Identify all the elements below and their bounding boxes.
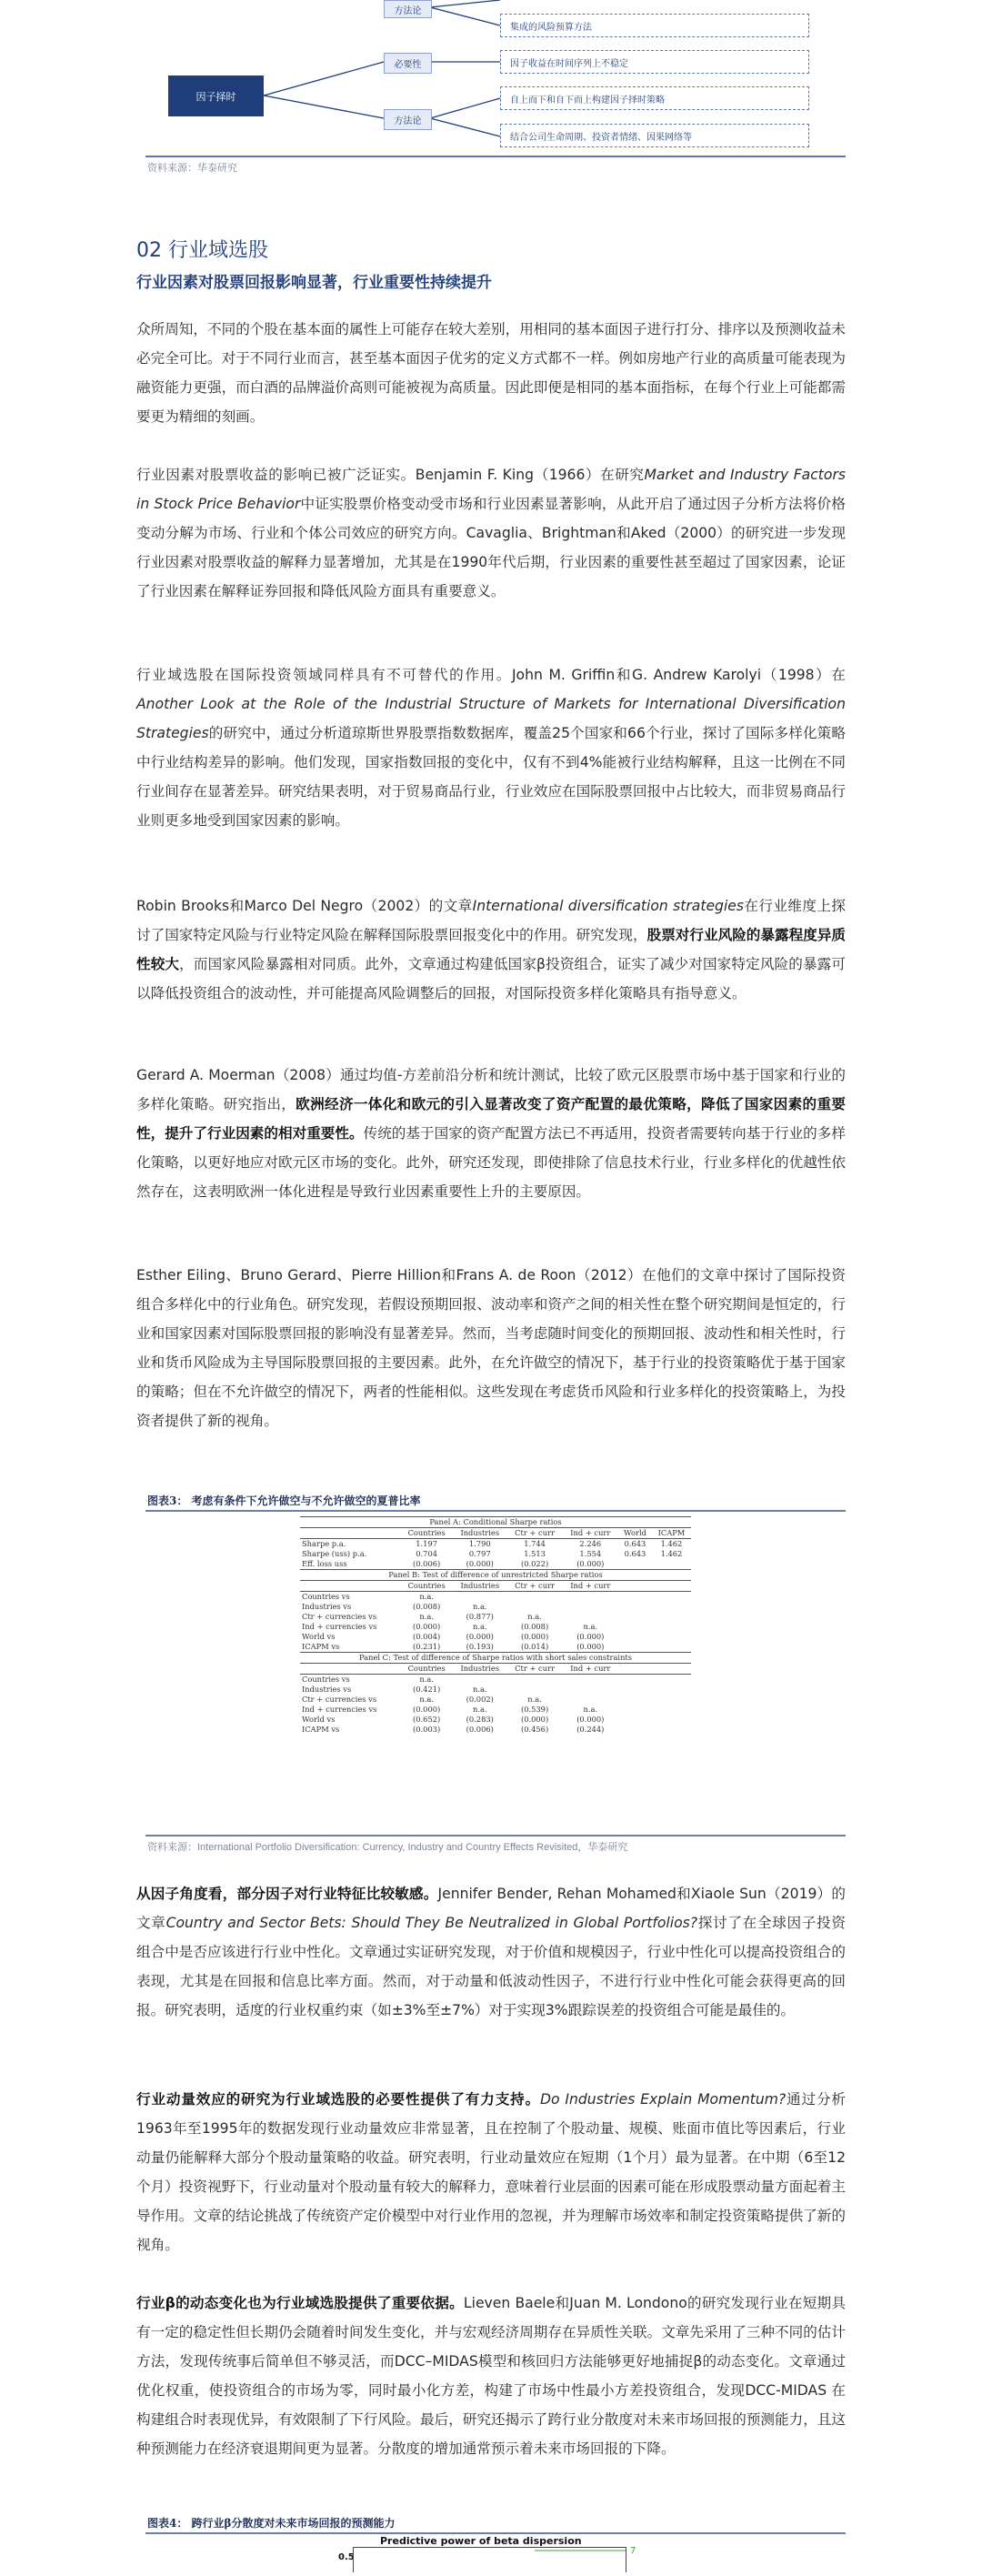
p5-text-c: 传统的基于国家的资产配置方法已不再适用，投资者需要转向基于行业的多样化策略，以更好地应对欧元区市场的变化。此外，研究还发现，即使排除了信息技术行业，行业多样化的优越性依然存在，这表明欧洲一体化进程是导致行业因素重要性上升的主要原因。 xyxy=(136,1125,846,1200)
figure3-cell: 0.797 xyxy=(468,1549,491,1558)
figure3-cell: n.a. xyxy=(472,1602,487,1611)
figure3-cell: 0.643 xyxy=(624,1539,646,1548)
figure3-panel-title xyxy=(300,1570,691,1581)
figure3-cell xyxy=(618,1664,652,1675)
figure3-row-label: Sharpe (uss) p.a. xyxy=(302,1549,367,1558)
figure3-cell: Ctr + curr xyxy=(507,1664,563,1675)
figure3-row xyxy=(300,1602,691,1612)
p5-text-a: Gerard A. Moerman（2008）通过均值-方差前沿分析和统计测试，比较了欧元区股票市场中基于国家和行业的多样化策略。研究指出， xyxy=(136,1067,846,1112)
figure4-chart-frame xyxy=(353,2547,635,2572)
figure3-cell xyxy=(652,1602,691,1612)
figure3-cell: 0.704 xyxy=(416,1549,438,1558)
figure3-row-label: Industries vs xyxy=(302,1602,352,1611)
figure3-cell: n.a. xyxy=(583,1705,598,1714)
p8-title-italic: Do Industries Explain Momentum? xyxy=(540,2091,787,2108)
paragraph-9 xyxy=(136,2289,846,2463)
figure3-row xyxy=(300,1612,691,1622)
figure3-cell xyxy=(652,1695,691,1705)
figure3-cell xyxy=(507,1675,563,1685)
paragraph-5 xyxy=(136,1061,846,1206)
figure3-top-rule xyxy=(145,1510,846,1512)
figure3-cell: (0.877) xyxy=(466,1612,494,1621)
figure3-row-label xyxy=(300,1581,400,1592)
figure3-row xyxy=(300,1632,691,1642)
figure3-row-label: Industries vs xyxy=(302,1685,352,1694)
figure3-cell xyxy=(507,1592,563,1603)
figure4-y-tick: 0.5 xyxy=(338,2552,355,2562)
figure3-cell xyxy=(652,1592,691,1603)
figure3-row-label: ICAPM vs xyxy=(302,1642,340,1651)
figure3-panel-title xyxy=(300,1653,691,1664)
figure3-cell: (0.022) xyxy=(520,1559,549,1568)
figure3-cell: (0.000) xyxy=(576,1642,605,1651)
figure3-panel-title-cell: Panel B: Test of difference of unrestricted Sharpe ratios xyxy=(300,1570,691,1581)
figure3-cell: 1.513 xyxy=(524,1549,546,1558)
diagram-root-box: 因子择时 xyxy=(168,75,264,116)
figure3-cell xyxy=(652,1581,691,1592)
figure3-cell: (0.000) xyxy=(576,1559,605,1568)
diagram-method-item-2: 结合公司生命周期、投资者情绪、因果网络等 xyxy=(500,124,809,147)
figure3-cell: (0.421) xyxy=(413,1685,441,1694)
paragraph-7 xyxy=(136,1879,846,2025)
p8-text-c: 通过分析1963年至1995年的数据发现行业动量效应非常显著，且在控制了个股动量、规模、账面市值比等因素后，行业动量仍能解释大部分个股动量策略的收益。研究表明，行业动量效应在短期（1个月）最为显著。在中期（6至12个月）投资视野下，行业动量对个股动量有较大的解释力，意味着行业层面的因素可能在形成股票动量方面起着主导作用。文章的结论挑战了传统资产定价模型中对行业作用的忽视，并为理解市场效率和制定投资策略提供了新的视角。 xyxy=(136,2091,846,2253)
figure3-cell: Industries xyxy=(453,1581,507,1592)
p7-bold: 从因子角度看，部分因子对行业特征比较敏感。 xyxy=(136,1886,438,1902)
figure3-cell: 1.462 xyxy=(660,1539,683,1548)
figure3-row-label: Sharpe p.a. xyxy=(302,1539,346,1548)
figure3-header-row xyxy=(300,1664,691,1675)
p7-text-b: Jennifer Bender, Rehan Mohamed和Xiaole Sun（2019）的文章 xyxy=(136,1886,846,1931)
figure3-cell: n.a. xyxy=(527,1695,542,1704)
p2-text-a: 行业因素对股票收益的影响已被广泛证实。Benjamin F. King（1966）在研究 xyxy=(136,467,645,483)
figure3-cell: (0.652) xyxy=(413,1715,441,1724)
figure3-cell xyxy=(563,1602,618,1612)
figure3-row xyxy=(300,1592,691,1603)
figure3-cell xyxy=(618,1592,652,1603)
figure3-header-row xyxy=(300,1581,691,1592)
figure4-title: 图表4： 跨行业β分散度对未来市场回报的预测能力 xyxy=(147,2517,396,2530)
figure3-row-label: Countries vs xyxy=(302,1592,350,1601)
p8-bold: 行业动量效应的研究为行业域选股的必要性提供了有力支持。 xyxy=(136,2091,541,2108)
figure3-cell: Countries xyxy=(400,1581,453,1592)
figure3-cell xyxy=(618,1642,652,1653)
figure3-cell xyxy=(618,1559,652,1570)
p4-text-c: 在行业维度上探讨了国家特定风险与行业特定风险在解释国际股票回报变化中的作用。研究发现， xyxy=(136,898,846,943)
diagram-necessity-item: 因子收益在时间序列上不稳定 xyxy=(500,50,809,74)
figure3-cell xyxy=(618,1715,652,1725)
paragraph-3 xyxy=(136,660,846,835)
p4-title-italic: International diversification strategies xyxy=(472,898,744,914)
figure3-cell: Ind + curr xyxy=(563,1664,618,1675)
figure3-cell: (0.000) xyxy=(520,1715,549,1724)
figure3-row xyxy=(300,1695,691,1705)
figure3-title: 图表3： 考虑有条件下允许做空与不允许做空的夏普比率 xyxy=(147,1494,421,1507)
figure3-cell xyxy=(563,1675,618,1685)
paragraph-6: Esther Eiling、Bruno Gerard、Pierre Hillion和Frans A. de Roon（2012）在他们的文章中探讨了国际投资组合多样化中的行业角色。研究发现，若假设预期回报、波动率和资产之间的相关性在整个研究期间是恒定的，行业和国家因素对国际股票回报的影响没有显著差异。然而，当考虑随时间变化的预期回报、波动性和相关性时，行业和货币风险成为主导国际股票回报的主要因素。此外，在允许做空的情况下，基于行业的投资策略优于基于国家的策略；但在不允许做空的情况下，两者的性能相似。这些发现在考虑货币风险和行业多样化的投资策略上，为投资者提供了新的视角。 xyxy=(136,1267,846,1429)
figure3-cell: (0.000) xyxy=(466,1559,494,1568)
figure3-cell xyxy=(507,1685,563,1695)
p7-title-italic: Country and Sector Bets: Should They Be Neutralized in Global Portfolios? xyxy=(165,1915,698,1931)
figure3-cell xyxy=(618,1581,652,1592)
p9-bold: 行业β的动态变化也为行业域选股提供了重要依据。 xyxy=(136,2295,464,2311)
p5-bold: 欧洲经济一体化和欧元的引入显著改变了资产配置的最优策略，降低了国家因素的重要性，提升了行业因素的相对重要性。 xyxy=(136,1096,846,1142)
figure3-cell xyxy=(618,1622,652,1632)
figure3-panel-title xyxy=(300,1517,691,1528)
figure3-cell xyxy=(563,1695,618,1705)
figure3-cell: 1.197 xyxy=(416,1539,438,1548)
p4-bold: 股票对行业风险的暴露程度异质性较大 xyxy=(136,927,846,972)
figure3-row xyxy=(300,1549,691,1559)
figure3-cell: (0.006) xyxy=(466,1725,494,1734)
figure3-cell xyxy=(563,1612,618,1622)
figure3-cell xyxy=(618,1685,652,1695)
paragraph-4 xyxy=(136,891,846,1008)
figure3-cell xyxy=(652,1664,691,1675)
figure3-cell xyxy=(652,1612,691,1622)
figure3-cell: Ind + curr xyxy=(563,1581,618,1592)
figure3-cell xyxy=(652,1675,691,1685)
figure3-panel-title-cell: Panel A: Conditional Sharpe ratios xyxy=(300,1517,691,1528)
figure3-cell: (0.283) xyxy=(466,1715,494,1724)
figure4-right-tick: 7 xyxy=(630,2546,636,2556)
figure3-cell: (0.000) xyxy=(576,1715,605,1724)
figure3-row-label xyxy=(300,1528,400,1539)
figure3-row-label: Ind + currencies vs xyxy=(302,1622,377,1631)
figure3-cell: 1.554 xyxy=(579,1549,602,1558)
figure3-row xyxy=(300,1642,691,1653)
figure3-cell xyxy=(618,1705,652,1715)
figure3-cell: (0.244) xyxy=(576,1725,605,1734)
figure3-row xyxy=(300,1725,691,1735)
section-subtitle: 行业因素对股票回报影响显著，行业重要性持续提升 xyxy=(136,274,492,292)
figure3-row-label: ICAPM vs xyxy=(302,1725,340,1734)
p3-text-c: 的研究中，通过分析道琼斯世界股票指数数据库，覆盖25个国家和66个行业，探讨了国际多样化策略中行业结构差异的影响。他们发现，国家指数回报的变化中，仅有不到4%能被行业结构解释，且这一比例在不同行业间存在显著差异。研究结果表明，对于贸易商品行业，行业效应在国际股票回报中占比较大，而非贸易商品行业则更多地受到国家因素的影响。 xyxy=(136,725,846,829)
figure4-axes-box xyxy=(354,2548,626,2573)
figure3-row-label: Eff. loss uss xyxy=(302,1559,347,1568)
figure3-row-label xyxy=(300,1664,400,1675)
figure3-cell: Ctr + curr xyxy=(507,1581,563,1592)
figure3-bottom-rule xyxy=(145,1835,846,1836)
figure3-cell: 1.462 xyxy=(660,1549,683,1558)
figure3-cell xyxy=(563,1592,618,1603)
p3-text-a: 行业域选股在国际投资领域同样具有不可替代的作用。John M. Griffin和G. Andrew Karolyi（1998）在 xyxy=(136,667,846,683)
figure3-cell: (0.003) xyxy=(413,1725,441,1734)
figure3-row xyxy=(300,1675,691,1685)
figure3-cell: n.a. xyxy=(527,1612,542,1621)
figure3-cell xyxy=(618,1632,652,1642)
figure3-cell: Countries xyxy=(400,1664,453,1675)
figure3-cell xyxy=(652,1685,691,1695)
figure3-cell: (0.456) xyxy=(520,1725,549,1734)
figure3-source-text: International Portfolio Diversification: Currency, Industry and Country Effects Revisited， xyxy=(197,1842,588,1853)
diagram-source: 资料来源：华泰研究 xyxy=(147,162,237,174)
figure3-row xyxy=(300,1685,691,1695)
figure3-cell: Ind + curr xyxy=(563,1528,618,1539)
figure3-cell: 1.744 xyxy=(524,1539,546,1548)
figure3-cell: n.a. xyxy=(472,1685,487,1694)
figure3-cell: (0.006) xyxy=(413,1559,441,1568)
figure3-source xyxy=(147,1839,627,1854)
figure3-cell: 1.790 xyxy=(468,1539,491,1548)
figure3-cell: (0.000) xyxy=(576,1632,605,1641)
figure3-row xyxy=(300,1559,691,1570)
diagram-method-item-1: 自上而下和自下而上构建因子择时策略 xyxy=(500,86,809,110)
figure3-cell xyxy=(453,1675,507,1685)
figure3-cell xyxy=(453,1592,507,1603)
figure3-row-label: Ind + currencies vs xyxy=(302,1705,377,1714)
figure3-cell xyxy=(652,1725,691,1735)
diagram-top-method-box: 方法论 xyxy=(384,0,432,18)
figure3-cell xyxy=(652,1622,691,1632)
paragraph-8 xyxy=(136,2085,846,2259)
figure3-cell xyxy=(652,1705,691,1715)
figure3-cell: (0.000) xyxy=(413,1705,441,1714)
figure3-cell xyxy=(652,1559,691,1570)
paragraph-1: 众所周知，不同的个股在基本面的属性上可能存在较大差别，用相同的基本面因子进行打分、排序以及预测收益未必完全可比。对于不同行业而言，甚至基本面因子优劣的定义方式都不一样。例如房地产行业的高质量可能表现为融资能力更强，而白酒的品牌溢价高则可能被视为高质量。因此即便是相同的基本面指标，在每个行业上可能都需要更为精细的刻画。 xyxy=(136,321,846,425)
diagram-top-item: 集成的风险预算方法 xyxy=(500,14,809,37)
figure3-cell: Industries xyxy=(453,1664,507,1675)
figure3-cell xyxy=(618,1695,652,1705)
figure3-cell xyxy=(507,1602,563,1612)
figure3-table xyxy=(300,1516,691,1735)
figure3-cell: n.a. xyxy=(419,1695,434,1704)
figure3-panel-title-cell: Panel C: Test of difference of Sharpe ratios with short sales constraints xyxy=(300,1653,691,1664)
figure3-cell: n.a. xyxy=(419,1592,434,1601)
figure3-cell: n.a. xyxy=(472,1622,487,1631)
figure3-source-suffix: 华泰研究 xyxy=(587,1841,628,1853)
figure3-cell: Ctr + curr xyxy=(507,1528,563,1539)
figure3-cell: (0.000) xyxy=(520,1632,549,1641)
figure3-cell: (0.002) xyxy=(466,1695,494,1704)
figure3-cell: Industries xyxy=(453,1528,507,1539)
figure3-cell xyxy=(563,1685,618,1695)
p7-text-d: 探讨了在全球因子投资组合中是否应该进行行业中性化。文章通过实证研究发现，对于价值和规模因子，行业中性化可以提高投资组合的表现，尤其是在回报和信息比率方面。然而，对于动量和低波动性因子，不进行行业中性化可能会获得更高的回报。研究表明，适度的行业权重约束（如±3%至±7%）对于实现3%跟踪误差的投资组合可能是最佳的。 xyxy=(136,1915,846,2018)
figure3-cell: (0.000) xyxy=(413,1622,441,1631)
figure3-row-label: World vs xyxy=(302,1632,336,1641)
p2-text-c: 中证实股票价格变动受市场和行业因素显著影响，从此开启了通过因子分析方法将价格变动分解为市场、行业和个体公司效应的研究方向。Cavaglia、Brightman和Aked（2000）的研究进一步发现行业因素对股票收益的解释力显著增加，尤其是在1990年代后期，行业因素的重要性甚至超过了国家因素，论证了行业因素在解释证券回报和降低风险方面具有重要意义。 xyxy=(136,496,846,599)
figure3-cell xyxy=(652,1632,691,1642)
figure3-row xyxy=(300,1622,691,1632)
figure3-row-label: Ctr + currencies vs xyxy=(302,1612,377,1621)
figure3-row xyxy=(300,1715,691,1725)
figure3-source-prefix: 资料来源： xyxy=(147,1841,197,1853)
figure3-cell: World xyxy=(618,1528,652,1539)
figure3-cell: (0.231) xyxy=(413,1642,441,1651)
factor-timing-diagram xyxy=(173,0,809,159)
figure3-cell: (0.008) xyxy=(520,1622,549,1631)
paragraph-2 xyxy=(136,460,846,606)
p3-title-italic: Another Look at the Role of the Industrial Structure of Markets for International Diversification Strategies xyxy=(136,696,846,741)
figure3-cell xyxy=(652,1715,691,1725)
figure3-cell xyxy=(618,1725,652,1735)
figure3-cell: (0.000) xyxy=(466,1632,494,1641)
p4-text-a: Robin Brooks和Marco Del Negro（2002）的文章 xyxy=(136,898,473,914)
figure4-chart-title: Predictive power of beta dispersion xyxy=(380,2535,582,2547)
figure3-row-label: Ctr + currencies vs xyxy=(302,1695,377,1704)
figure3-cell: ICAPM xyxy=(652,1528,691,1539)
diagram-necessity-box: 必要性 xyxy=(384,53,432,74)
figure3-cell: (0.014) xyxy=(520,1642,549,1651)
figure3-row xyxy=(300,1705,691,1715)
figure3-cell xyxy=(652,1642,691,1653)
section-title: 02 行业域选股 xyxy=(136,239,268,262)
figure3-cell: (0.008) xyxy=(413,1602,441,1611)
figure3-cell: Countries xyxy=(400,1528,453,1539)
figure3-cell: (0.004) xyxy=(413,1632,441,1641)
figure3-cell: n.a. xyxy=(472,1705,487,1714)
figure3-cell: n.a. xyxy=(583,1622,598,1631)
figure3-row xyxy=(300,1539,691,1550)
p9-text-b: Lieven Baele和Juan M. Londono的研究发现行业在短期具有一定的稳定性但长期仍会随着时间发生变化，并与宏观经济周期存在异质性关联。文章先采用了三种不同的估计方法，发现传统事后简单但不够灵活，而DCC–MIDAS模型和核回归方法能够更好地捕捉β的动态变化。文章通过优化权重，使投资组合的市场为零，同时最小化方差，构建了市场中性最小方差投资组合，发现DCC-MIDAS 在构建组合时表现优异，有效限制了下行风险。最后，研究还揭示了跨行业分散度对未来市场回报的预测能力，且这种预测能力在经济衰退期间更为显著。分散度的增加通常预示着未来市场回报的下降。 xyxy=(136,2295,846,2457)
diagram-method-box: 方法论 xyxy=(384,109,432,130)
figure3-cell xyxy=(618,1612,652,1622)
figure3-row-label: World vs xyxy=(302,1715,336,1724)
figure3-cell xyxy=(618,1675,652,1685)
figure3-cell: n.a. xyxy=(419,1612,434,1621)
figure3-cell: 0.643 xyxy=(624,1549,646,1558)
diagram-bottom-rule xyxy=(145,156,846,157)
figure3-header-row xyxy=(300,1528,691,1539)
figure3-row-label: Countries vs xyxy=(302,1675,350,1684)
figure3-cell xyxy=(618,1602,652,1612)
figure3-cell: n.a. xyxy=(419,1675,434,1684)
p2-title-italic: Market and Industry Factors in Stock Price Behavior xyxy=(136,467,846,512)
figure4-plot-area xyxy=(353,2547,635,2572)
figure4-top-rule xyxy=(145,2532,846,2534)
p4-text-e: ，而国家风险暴露相对同质。此外，文章通过构建低国家β投资组合，证实了减少对国家特定风险的暴露可以降低投资组合的波动性，并可能提高风险调整后的回报，对国际投资多样化策略具有指导意义。 xyxy=(136,956,846,1001)
figure3-cell: 2.246 xyxy=(579,1539,602,1548)
figure3-cell: (0.539) xyxy=(520,1705,549,1714)
figure3-cell: (0.193) xyxy=(466,1642,494,1651)
